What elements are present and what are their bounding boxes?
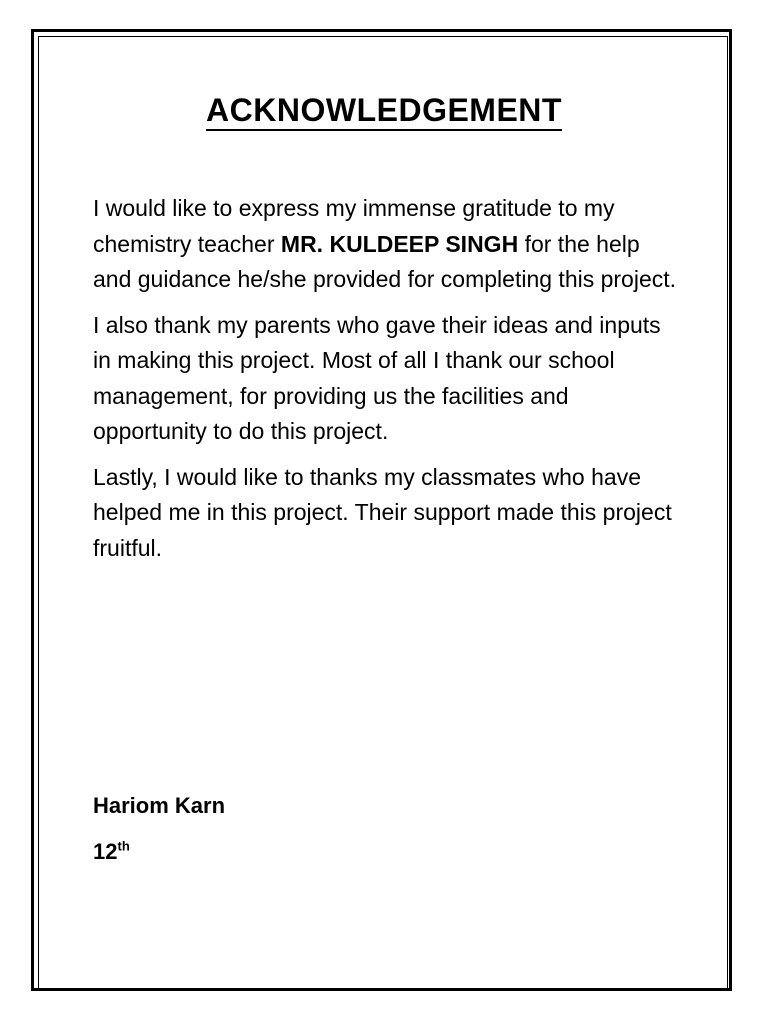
teacher-name: MR. KULDEEP SINGH <box>280 230 519 257</box>
page-title-text: ACKNOWLEDGEMENT <box>206 92 562 131</box>
paragraph-classmates-thanks: Lastly, I would like to thanks my classmates who have helped me in this project. Their support made this project fruitful. <box>93 463 672 561</box>
paragraph-1-end: for the help and guidance he/she provided for completing this project. <box>93 230 677 292</box>
page-title <box>0 92 768 129</box>
paragraph-teacher-thanks <box>93 191 683 298</box>
paragraph-1-start: I would like to express my immense gratitude to my chemistry teacher <box>93 195 615 257</box>
grade-number: 12 <box>93 839 118 864</box>
author-name: Hariom Karn <box>93 793 226 818</box>
paragraph-parents-thanks: I also thank my parents who gave their ideas and inputs in making this project. Most of all I thank our school management, for providing us the facilities and opportunity to do this project. <box>93 311 661 444</box>
grade-suffix: th <box>117 838 130 854</box>
author-grade <box>93 834 130 869</box>
acknowledgement-body <box>93 191 683 576</box>
